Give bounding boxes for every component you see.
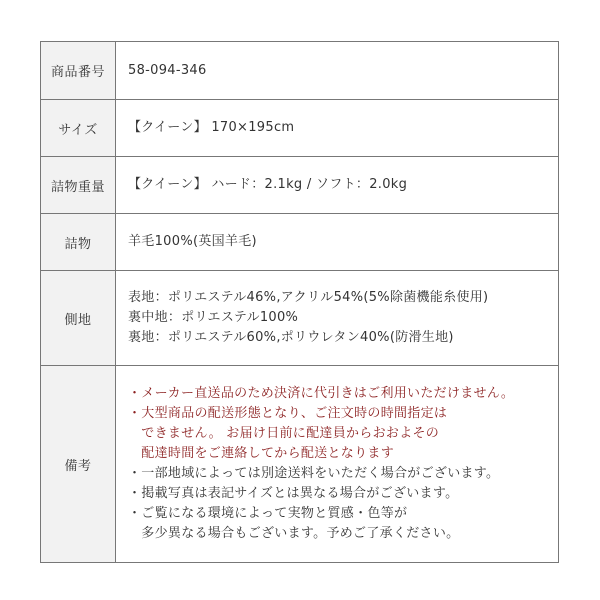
- spec-row-fill-weight: [41, 157, 559, 214]
- spec-row-product-number: [41, 42, 559, 100]
- filling-value: 羊毛100%(英国羊毛): [116, 214, 559, 271]
- spec-row-size: [41, 100, 559, 157]
- note-line: ・一部地域によっては別途送料をいただく場合がございます。: [128, 466, 500, 481]
- size-label: サイズ: [41, 100, 116, 157]
- notes-value: [116, 366, 559, 563]
- fill-weight-label: 詰物重量: [41, 157, 116, 214]
- filling-label: 詰物: [41, 214, 116, 271]
- fabric-line-back: 裏地：ポリエステル60%,ポリウレタン40%(防滑生地): [128, 330, 454, 345]
- notes-label: 備考: [41, 366, 116, 563]
- note-line: ・掲載写真は表記サイズとは異なる場合がございます。: [128, 486, 459, 501]
- note-line: ・メーカー直送品のため決済に代引きはご利用いただけません。: [128, 386, 515, 401]
- note-line: 配達時間をご連絡してから配送となります: [128, 446, 395, 461]
- fabric-line-surface: 表地：ポリエステル46%,アクリル54%(5%除菌機能糸使用): [128, 290, 489, 305]
- fabric-value: [116, 271, 559, 366]
- fabric-line-inner: 裏中地：ポリエステル100%: [128, 310, 299, 325]
- note-line: ・大型商品の配送形態となり、ご注文時の時間指定は: [128, 406, 448, 421]
- product-spec-table: [40, 41, 559, 563]
- fabric-label: 側地: [41, 271, 116, 366]
- product-number-label: 商品番号: [41, 42, 116, 100]
- note-line: ・ご覧になる環境によって実物と質感・色等が: [128, 506, 408, 521]
- note-line: できません。 お届け日前に配達員からおおよその: [128, 426, 440, 441]
- spec-row-fabric: [41, 271, 559, 366]
- spec-row-notes: [41, 366, 559, 563]
- size-value: 【クイーン】 170×195cm: [116, 100, 559, 157]
- note-line: 多少異なる場合もございます。予めご了承ください。: [128, 526, 460, 541]
- spec-row-filling: [41, 214, 559, 271]
- fill-weight-value: 【クイーン】 ハード：2.1kg / ソフト：2.0kg: [116, 157, 559, 214]
- product-number-value: 58-094-346: [116, 42, 559, 100]
